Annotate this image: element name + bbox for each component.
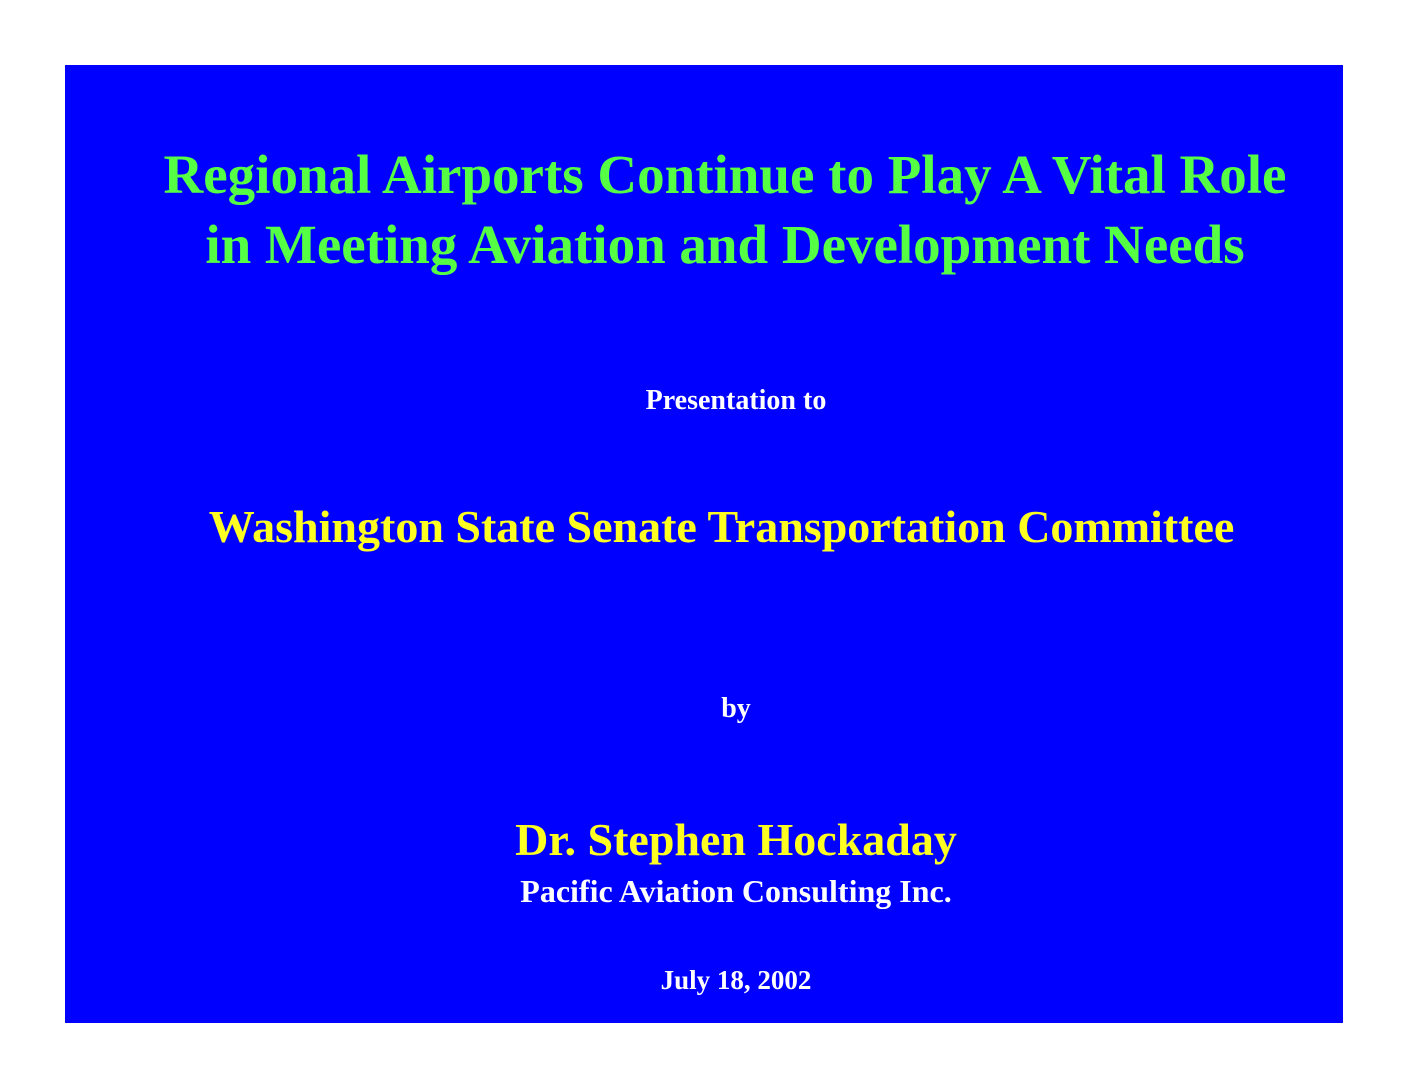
presenter-name: Dr. Stephen Hockaday — [515, 814, 957, 865]
slide-title-line-2: in Meeting Aviation and Development Needs — [205, 214, 1245, 275]
audience-name: Washington State Senate Transportation Committee — [208, 501, 1235, 552]
slide-title-line-1: Regional Airports Continue to Play A Vital Role — [163, 144, 1287, 205]
presentation-to-label: Presentation to — [645, 385, 827, 416]
presentation-date: July 18, 2002 — [660, 965, 812, 995]
by-label: by — [721, 693, 751, 724]
slide-title — [65, 140, 1385, 280]
presenter-organization: Pacific Aviation Consulting Inc. — [520, 873, 952, 909]
title-slide — [65, 65, 1343, 1023]
